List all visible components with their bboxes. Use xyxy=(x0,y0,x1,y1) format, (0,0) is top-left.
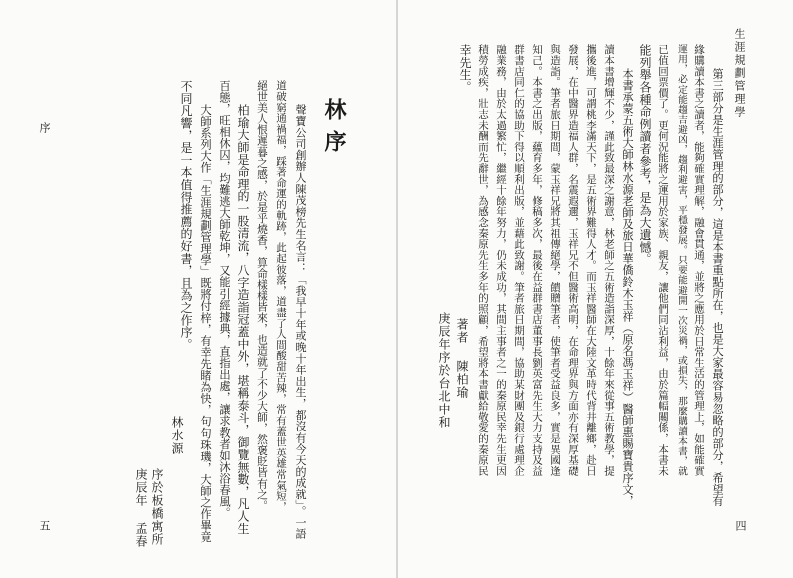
text-column: 能列舉各種命例讀者參考，是為大遺憾。 xyxy=(638,44,652,266)
text-column: 攜後進，可謂桃李滿天下，是五術界難得人才。而玉祥醫師在大陸文革時代背井離鄉，赴日 xyxy=(585,44,597,476)
running-header: 生涯規劃管理學 xyxy=(733,28,746,119)
text-column: 聲寶公司創辦人陳茂榜先生名言：「我早十年或晚十年出生，都沒有今天的成就」。一語 xyxy=(294,104,307,540)
text-column: 群書店同仁的協助下得以順利出版，並藉此致謝。筆者旅日期間，協助某財團及銀行處理企 xyxy=(513,44,525,476)
right-page xyxy=(397,0,793,578)
text-column: 知己。本書之出版，蘊育多年，修稿多次，最後在益群書店董事長劉英富先生大力支持及益 xyxy=(531,44,543,476)
text-column: 讀本書增輝不少，謹此致最深之謝意，林老師之五術造詣深厚，十餘年來從事五術教學，提 xyxy=(603,44,615,476)
foreword-author: 林水源 xyxy=(170,416,184,455)
author-name: 陳柏瑜 xyxy=(455,360,469,399)
text-column: 第三部分是生涯管理的部分，這是本書重點所在，也是大家最容易忽略的部分，希望有 xyxy=(711,68,724,507)
text-column: 柏瑜大師是命理的一股清流，八字造詣冠蓋中外，堪稱泰斗，御覽無數，凡人生 xyxy=(236,104,250,535)
text-column: 與造詣。筆者旅日期間，蒙玉祥兄將其祖傳絕學，饋贈筆者，使筆者受益良多，實是異國逢 xyxy=(549,44,561,476)
page-number: 五 xyxy=(38,520,51,531)
foreword-date: 庚辰年 孟春 xyxy=(134,468,148,548)
page-number: 四 xyxy=(734,520,747,531)
author-label: 著者 xyxy=(455,318,469,344)
text-column: 發展，在中醫界造福人群，名震遐邇，玉祥兄不但醫術高明，在命理界與方面亦有深厚基礎 xyxy=(567,44,579,476)
foreword-place: 序於板橋寓所 xyxy=(150,468,164,546)
text-column: 道破窮通禍福，踩著命運的軌跡，此起彼落，道盡了人間酸甜苦辣，常有蓋世英雄常氣短， xyxy=(275,80,287,512)
text-column: 積勞成疾，壯志未酬而先辭世，為感念秦原先生多年的照顧，希望將本書獻給敬愛的秦原民 xyxy=(477,44,489,476)
text-column: 緣購讀本書之讀者，能夠確實理解，融會貫通，並將之應用於日常生活的管理上，如能確實 xyxy=(693,44,705,476)
text-column: 不同凡響，是一本值得推薦的好書，且為之作序。 xyxy=(179,80,193,351)
date-place: 庚辰年序於台北中和 xyxy=(437,312,451,429)
text-column: 絕世美人恨遲暮之感，於是乎燒香，算命樣樣皆來，也造就了不少大師，然褒貶皆有之。 xyxy=(256,80,269,511)
left-page xyxy=(0,0,396,578)
text-column: 運用，必定能趨吉避凶，趨利避害，平穩發展。只要能避開一次災禍，或損失，那麼購讀本書，就 xyxy=(676,44,687,477)
text-column: 融業務，由於太過繁忙，繼經十餘年努力，仍未成功，其間主事者之一的秦原民幸先生更因 xyxy=(495,44,507,476)
text-column: 幸先生。 xyxy=(458,44,472,94)
page-title: 林序 xyxy=(321,98,347,162)
text-column: 已值回票價了。更何況能將之運用於家族、親友，讓他們同沾利益，由於篇幅關係，本書未 xyxy=(657,44,669,476)
text-column: 大師系列大作「生涯規劃管理學」既將付梓，有幸先睹為快，句句珠璣，大師之作畢竟 xyxy=(199,104,212,543)
text-column: 本書承蒙五術大師林水源老師及旅日華僑鈴木玉祥（原名馮玉祥）醫師惠賜寶貴序文， xyxy=(621,68,634,507)
text-column: 百態，旺相休囚，均難逃大師乾坤，又能引經據典，直指出處，讓求教者如沐浴春風。 xyxy=(218,80,231,519)
section-marker: 序 xyxy=(38,122,51,133)
